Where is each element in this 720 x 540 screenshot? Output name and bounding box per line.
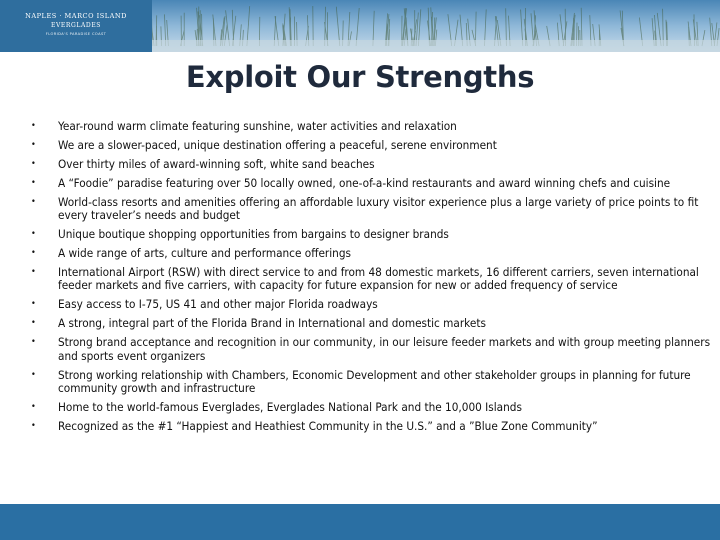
list-item	[0, 120, 720, 133]
list-item	[0, 369, 720, 396]
list-item	[0, 158, 720, 171]
list-item	[0, 336, 720, 363]
bullet-icon: •	[31, 402, 36, 412]
everglades-grass-image	[152, 0, 720, 52]
bullet-icon: •	[31, 420, 36, 431]
list-item-text: Year-round warm climate featuring sunshine, water activities and relaxation	[58, 119, 457, 133]
bullet-icon: •	[31, 229, 36, 240]
slide-title: Exploit Our Strengths	[185, 60, 535, 94]
list-item	[0, 298, 720, 311]
header-banner	[0, 0, 720, 52]
bullet-icon: •	[31, 267, 36, 278]
list-item-text: A wide range of arts, culture and performance offerings	[58, 246, 351, 261]
logo-line-3: FLORIDA'S PARADISE COAST	[45, 32, 107, 36]
list-item	[0, 247, 720, 260]
list-item	[0, 177, 720, 190]
list-item-text: A “Foodie” paradise featuring over 50 locally owned, one-of-a-kind restaurants and award winning chefs and cuisine	[58, 175, 671, 190]
list-item-text: Recognized as the #1 “Happiest and Heathiest Community in the U.S.” and a ”Blue Zone Community”	[58, 418, 598, 433]
bullet-icon: •	[31, 248, 36, 259]
logo-line-1: NAPLES · MARCO ISLAND	[25, 12, 127, 20]
list-item-text: International Airport (RSW) with direct service to and from 48 domestic markets, 16 different carriers, seven international feeder markets and five carriers, with capacity for future expansion for new or added frequency of service	[58, 265, 699, 293]
strengths-list	[0, 120, 720, 439]
list-item-text: Over thirty miles of award-winning soft, white sand beaches	[58, 156, 375, 171]
list-item	[0, 228, 720, 241]
bullet-icon: •	[31, 158, 36, 169]
list-item-text: Easy access to I-75, US 41 and other major Florida roadways	[58, 297, 378, 312]
list-item	[0, 196, 720, 223]
list-item-text: We are a slower-paced, unique destination offering a peaceful, serene environment	[58, 137, 497, 152]
list-item-text: Unique boutique shopping opportunities from bargains to designer brands	[58, 227, 449, 242]
bullet-icon: •	[31, 337, 36, 348]
list-item	[0, 420, 720, 433]
list-item	[0, 139, 720, 152]
list-item-text: A strong, integral part of the Florida Brand in International and domestic markets	[58, 316, 486, 331]
list-item-text: Home to the world-famous Everglades, Everglades National Park and the 10,000 Islands	[58, 400, 522, 414]
list-item-text: Strong working relationship with Chambers, Economic Development and other stakeholder groups in planning for future community growth and infrastructure	[58, 367, 691, 396]
logo-line-2: EVERGLADES	[50, 22, 102, 29]
bullet-icon: •	[31, 196, 36, 207]
bullet-icon: •	[31, 369, 36, 380]
bullet-icon: •	[31, 177, 36, 188]
brand-logo	[0, 0, 152, 52]
list-item-text: World-class resorts and amenities offering an affordable luxury visitor experience plus a large variety of price points to fit every traveler’s needs and budget	[58, 194, 699, 223]
footer-bar	[0, 504, 720, 540]
bullet-icon: •	[31, 318, 36, 329]
list-item	[0, 317, 720, 330]
list-item	[0, 401, 720, 414]
list-item	[0, 266, 720, 293]
bullet-icon: •	[31, 121, 36, 131]
list-item-text: Strong brand acceptance and recognition in our community, in our leisure feeder markets and with group meeting planners and sports event organizers	[58, 335, 711, 363]
bullet-icon: •	[31, 139, 36, 150]
bullet-icon: •	[31, 299, 36, 310]
